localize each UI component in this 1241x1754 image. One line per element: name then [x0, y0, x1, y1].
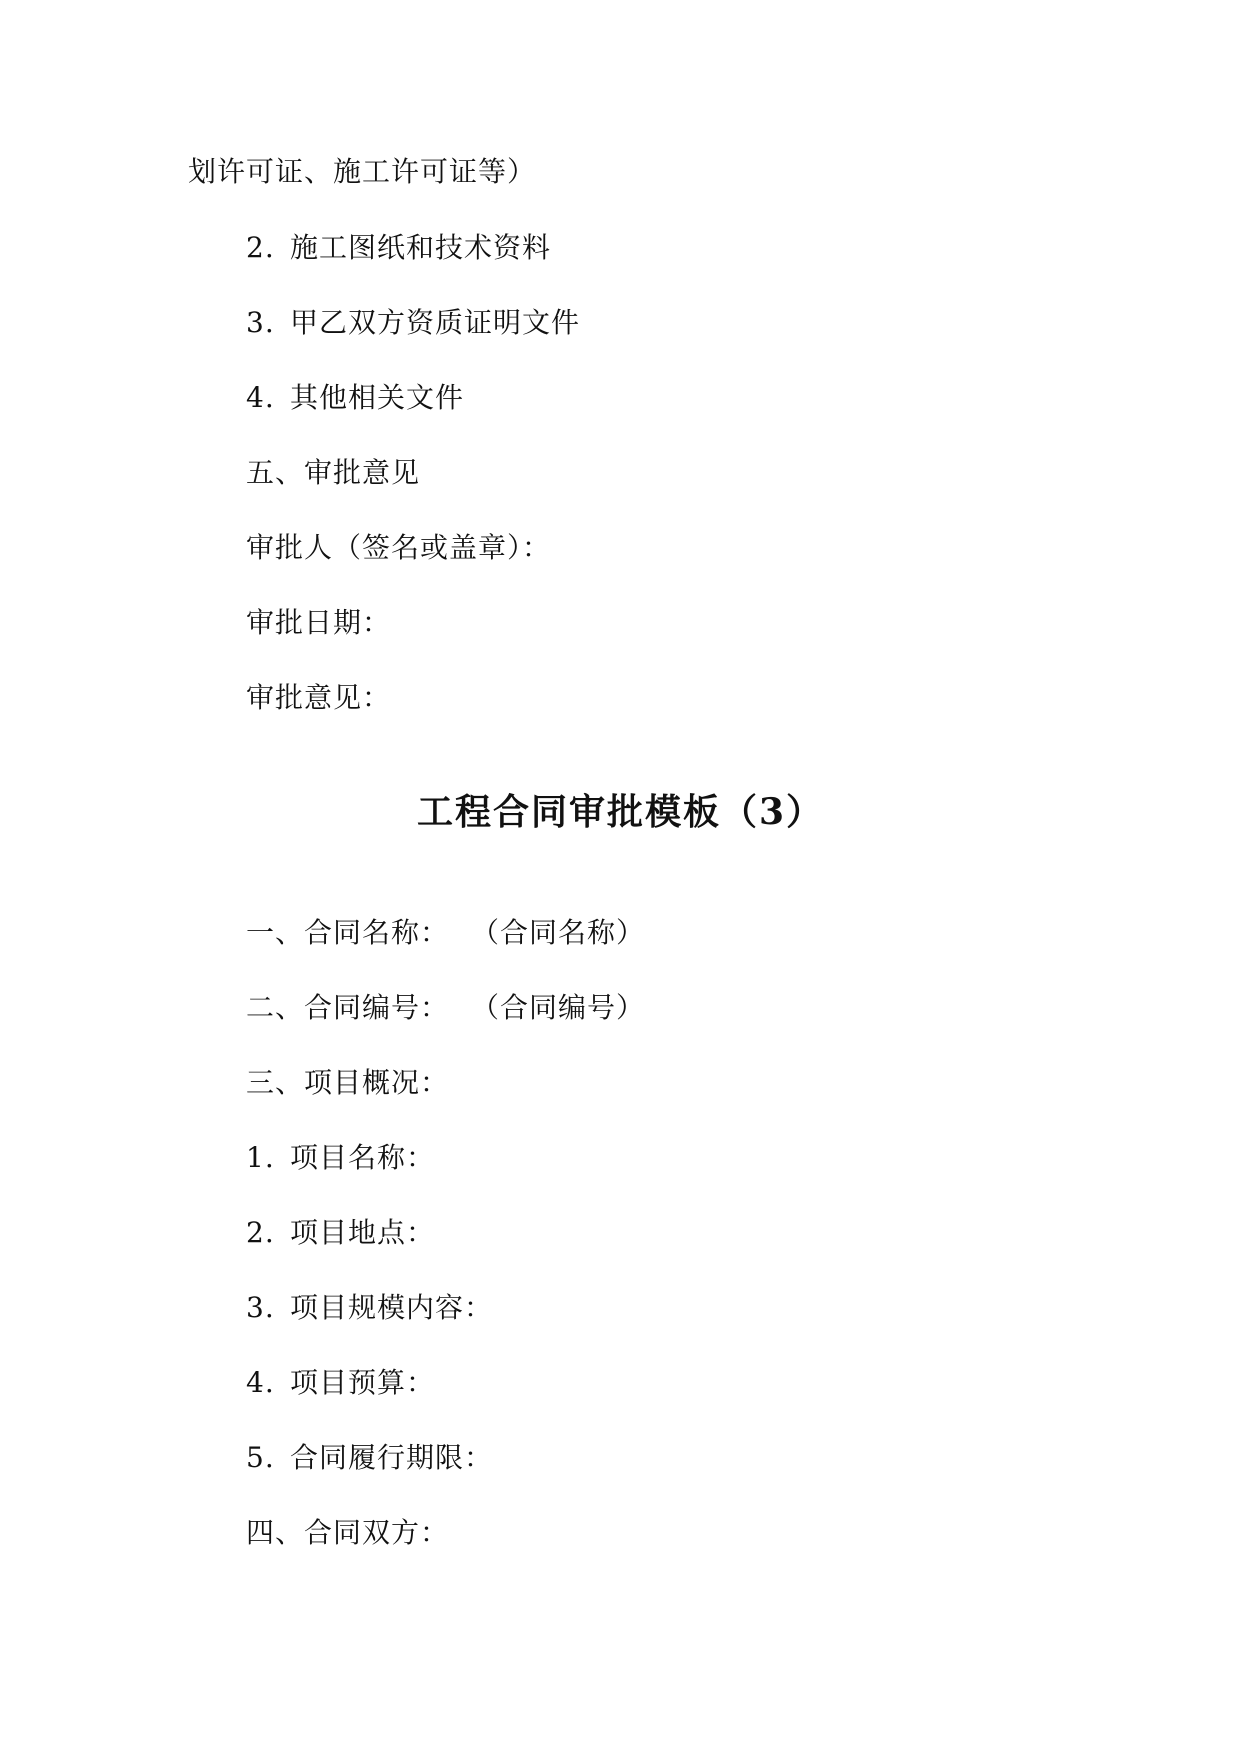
list-item-number: 4. — [246, 381, 275, 414]
list-item-text: 甲乙双方资质证明文件 — [290, 306, 581, 339]
approval-opinion-label: 审批意见： — [246, 681, 392, 714]
list-item-number: 1. — [246, 1141, 275, 1174]
list-item — [246, 1363, 435, 1403]
project-overview-heading: 三、项目概况： — [246, 1066, 450, 1099]
list-item-text: 项目规模内容： — [290, 1291, 494, 1324]
list-item-text: 合同履行期限： — [290, 1441, 494, 1474]
page-title: 工程合同审批模板（3） — [416, 791, 825, 833]
list-item-text: 项目名称： — [290, 1141, 436, 1174]
contract-name-row — [246, 913, 645, 953]
approval-date-label: 审批日期： — [246, 606, 392, 639]
continued-text: 划许可证、施工许可证等） — [188, 155, 537, 188]
list-item-number: 3. — [246, 306, 275, 339]
contract-name-label: 一、合同名称： — [246, 916, 450, 949]
list-item-number: 5. — [246, 1441, 275, 1474]
contract-parties-heading: 四、合同双方： — [246, 1516, 450, 1549]
contract-name-value: （合同名称） — [471, 916, 646, 949]
list-item — [246, 1438, 493, 1478]
list-item — [246, 228, 551, 268]
list-item-text: 项目地点： — [290, 1216, 436, 1249]
list-item-number: 3. — [246, 1291, 275, 1324]
contract-number-value: （合同编号） — [471, 991, 646, 1024]
list-item-number: 2. — [246, 1216, 275, 1249]
contract-number-row — [246, 988, 645, 1028]
list-item — [246, 1138, 435, 1178]
list-item-text: 其他相关文件 — [290, 381, 465, 414]
contract-number-label: 二、合同编号： — [246, 991, 450, 1024]
section-heading-approval: 五、审批意见 — [246, 456, 421, 489]
list-item-text: 项目预算： — [290, 1366, 436, 1399]
list-item-text: 施工图纸和技术资料 — [290, 231, 552, 264]
approver-field-label: 审批人（签名或盖章）： — [246, 531, 552, 564]
list-item-number: 2. — [246, 231, 275, 264]
list-item — [246, 378, 464, 418]
list-item — [246, 303, 580, 343]
list-item — [246, 1213, 435, 1253]
list-item-number: 4. — [246, 1366, 275, 1399]
list-item — [246, 1288, 493, 1328]
